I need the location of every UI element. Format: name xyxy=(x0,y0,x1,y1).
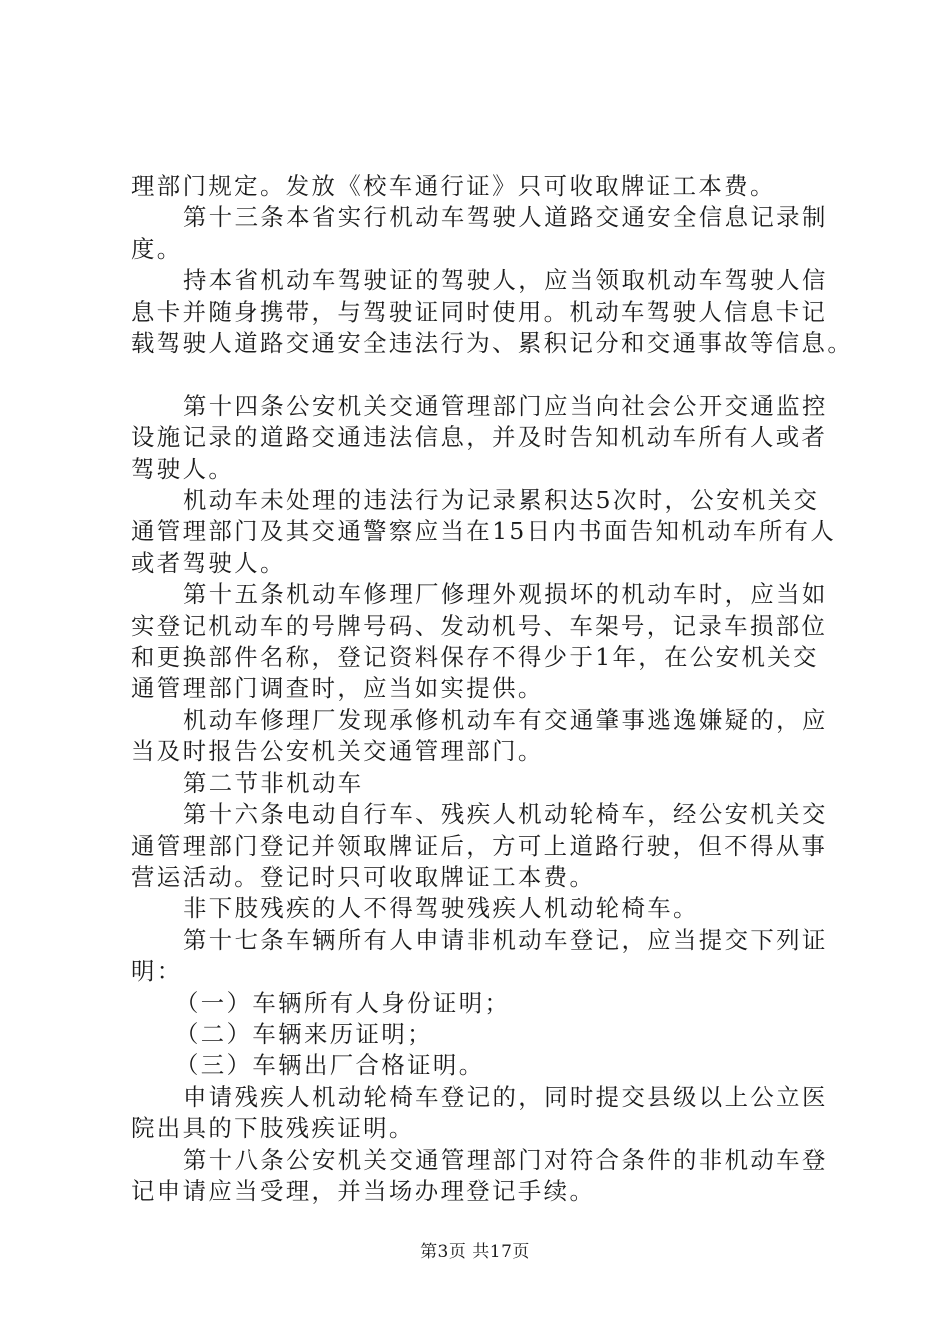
text-line: 设施记录的道路交通违法信息，并及时告知机动车所有人或者 xyxy=(131,423,828,452)
text-line: 通管理部门登记并领取牌证后，方可上道路行驶，但不得从事 xyxy=(131,831,828,860)
text-line: 记申请应当受理，并当场办理登记手续。 xyxy=(131,1176,596,1205)
text-line: 机动车修理厂发现承修机动车有交通肇事逃逸嫌疑的，应 xyxy=(183,705,828,734)
list-item: （一）车辆所有人身份证明； xyxy=(175,988,511,1017)
text-line: 第十七条车辆所有人申请非机动车登记，应当提交下列证 xyxy=(183,925,828,954)
text-line: 第十三条本省实行机动车驾驶人道路交通安全信息记录制 xyxy=(183,203,828,232)
text-line: 或者驾驶人。 xyxy=(131,548,286,577)
text-line: 理部门规定。发放《校车通行证》只可收取牌证工本费。 xyxy=(131,172,776,200)
list-item: （二）车辆来历证明； xyxy=(175,1019,433,1048)
text-line: 驾驶人。 xyxy=(131,454,235,483)
text-line: 申请残疾人机动轮椅车登记的，同时提交县级以上公立医 xyxy=(183,1082,828,1111)
text-line: 持本省机动车驾驶证的驾驶人，应当领取机动车驾驶人信 xyxy=(183,266,828,295)
text-line: 第十五条机动车修理厂修理外观损坏的机动车时，应当如 xyxy=(183,580,828,609)
list-item: （三）车辆出厂合格证明。 xyxy=(175,1051,485,1080)
document-body xyxy=(131,171,854,1207)
paragraph-gap xyxy=(131,359,836,390)
text-line: 营运活动。登记时只可收取牌证工本费。 xyxy=(131,862,596,891)
text-line: 当及时报告公安机关交通管理部门。 xyxy=(131,737,544,766)
text-line: 实登记机动车的号牌号码、发动机号、车架号，记录车损部位 xyxy=(131,611,828,640)
text-line: 第十八条公安机关交通管理部门对符合条件的非机动车登 xyxy=(183,1145,828,1174)
text-line: 度。 xyxy=(131,234,183,263)
text-line: 息卡并随身携带，与驾驶证同时使用。机动车驾驶人信息卡记 xyxy=(131,297,828,326)
text-line: 和更换部件名称，登记资料保存不得少于1年，在公安机关交 xyxy=(131,643,819,672)
text-line: 第十六条电动自行车、残疾人机动轮椅车，经公安机关交 xyxy=(183,800,828,829)
text-line: 第十四条公安机关交通管理部门应当向社会公开交通监控 xyxy=(183,391,828,420)
text-line: 通管理部门及其交通警察应当在15日内书面告知机动车所有人 xyxy=(131,517,837,546)
text-line: 院出具的下肢残疾证明。 xyxy=(131,1114,415,1143)
text-line: 通管理部门调查时，应当如实提供。 xyxy=(131,674,544,703)
text-line: 载驾驶人道路交通安全违法行为、累积记分和交通事故等信息。 xyxy=(131,329,854,358)
section-heading: 第二节非机动车 xyxy=(183,768,364,797)
text-line: 明： xyxy=(131,957,183,986)
text-line: 非下肢残疾的人不得驾驶残疾人机动轮椅车。 xyxy=(183,894,699,923)
page-number: 第3页 共17页 xyxy=(420,1242,530,1262)
text-line: 机动车未处理的违法行为记录累积达5次时，公安机关交 xyxy=(183,486,820,515)
